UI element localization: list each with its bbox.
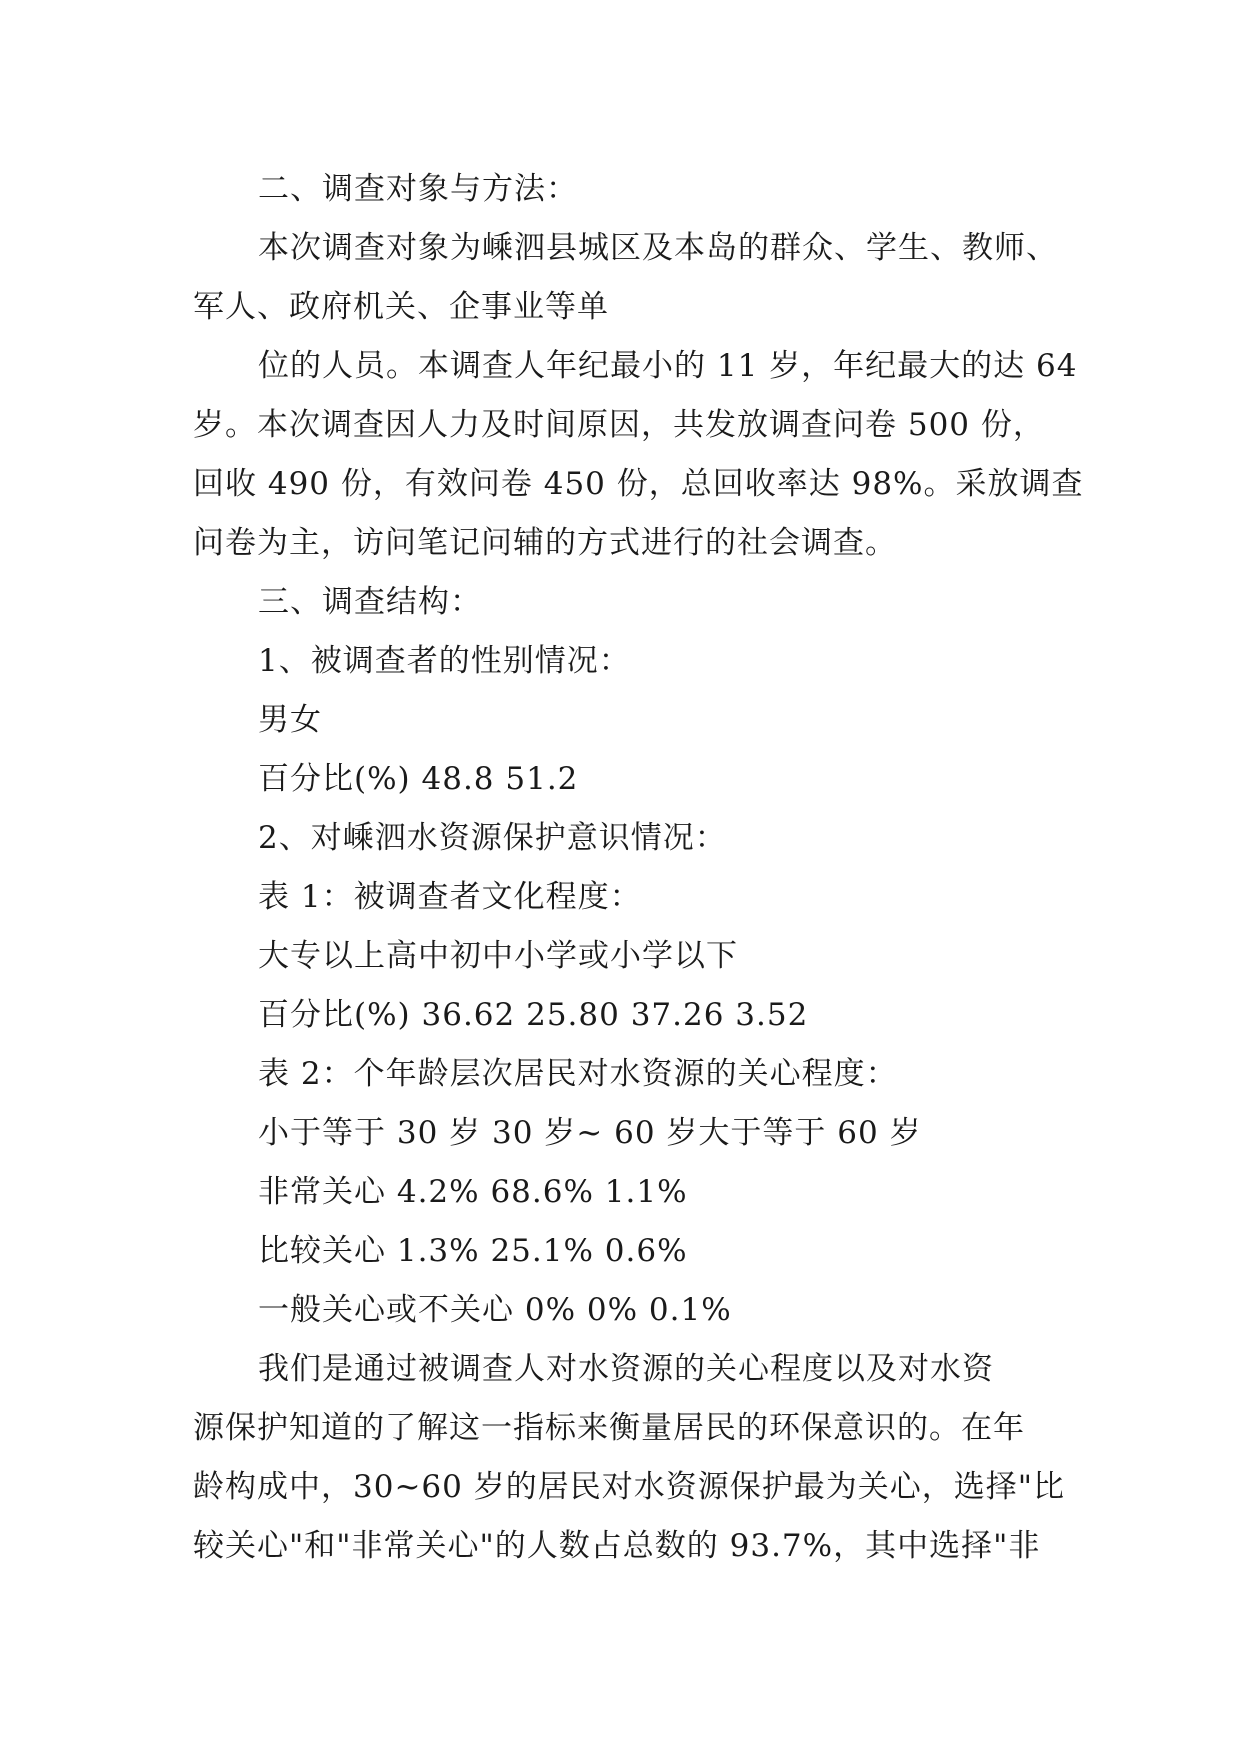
gender-table-values: 百分比(%) 48.8 51.2 [258, 761, 579, 797]
paragraph-line: 龄构成中，30~60 岁的居民对水资源保护最为关心，选择"比 [193, 1469, 1065, 1505]
paragraph-line: 我们是通过被调查人对水资源的关心程度以及对水资 [258, 1351, 994, 1387]
paragraph-line: 源保护知道的了解这一指标来衡量居民的环保意识的。在年 [193, 1410, 1025, 1446]
gender-table-header: 男女 [258, 702, 322, 738]
paragraph-line: 较关心"和"非常关心"的人数占总数的 93.7%，其中选择"非 [193, 1528, 1041, 1564]
paragraph-line: 位的人员。本调查人年纪最小的 11 岁，年纪最大的达 64 [258, 348, 1078, 384]
item-heading-gender: 1、被调查者的性别情况： [258, 643, 631, 679]
paragraph-line: 问卷为主，访问笔记问辅的方式进行的社会调查。 [193, 525, 897, 561]
table2-header: 小于等于 30 岁 30 岁~ 60 岁大于等于 60 岁 [258, 1115, 922, 1151]
table2-title: 表 2：个年龄层次居民对水资源的关心程度： [258, 1056, 898, 1092]
table2-row: 非常关心 4.2% 68.6% 1.1% [258, 1174, 688, 1210]
section-heading-survey-structure: 三、调查结构： [258, 584, 482, 620]
table2-row: 比较关心 1.3% 25.1% 0.6% [258, 1233, 688, 1269]
paragraph-line: 岁。本次调查因人力及时间原因，共发放调查问卷 500 份， [193, 407, 1045, 443]
table1-values: 百分比(%) 36.62 25.80 37.26 3.52 [258, 997, 809, 1033]
paragraph-line: 军人、政府机关、企事业等单 [193, 289, 609, 325]
table1-header: 大专以上高中初中小学或小学以下 [258, 938, 738, 974]
section-heading-survey-subjects: 二、调查对象与方法： [258, 171, 578, 207]
table2-row: 一般关心或不关心 0% 0% 0.1% [258, 1292, 732, 1328]
table1-title: 表 1：被调查者文化程度： [258, 879, 642, 915]
item-heading-water-awareness: 2、对嵊泗水资源保护意识情况： [258, 820, 727, 856]
paragraph-line: 回收 490 份，有效问卷 450 份，总回收率达 98%。采放调查 [193, 466, 1084, 502]
paragraph-line: 本次调查对象为嵊泗县城区及本岛的群众、学生、教师、 [258, 230, 1058, 266]
